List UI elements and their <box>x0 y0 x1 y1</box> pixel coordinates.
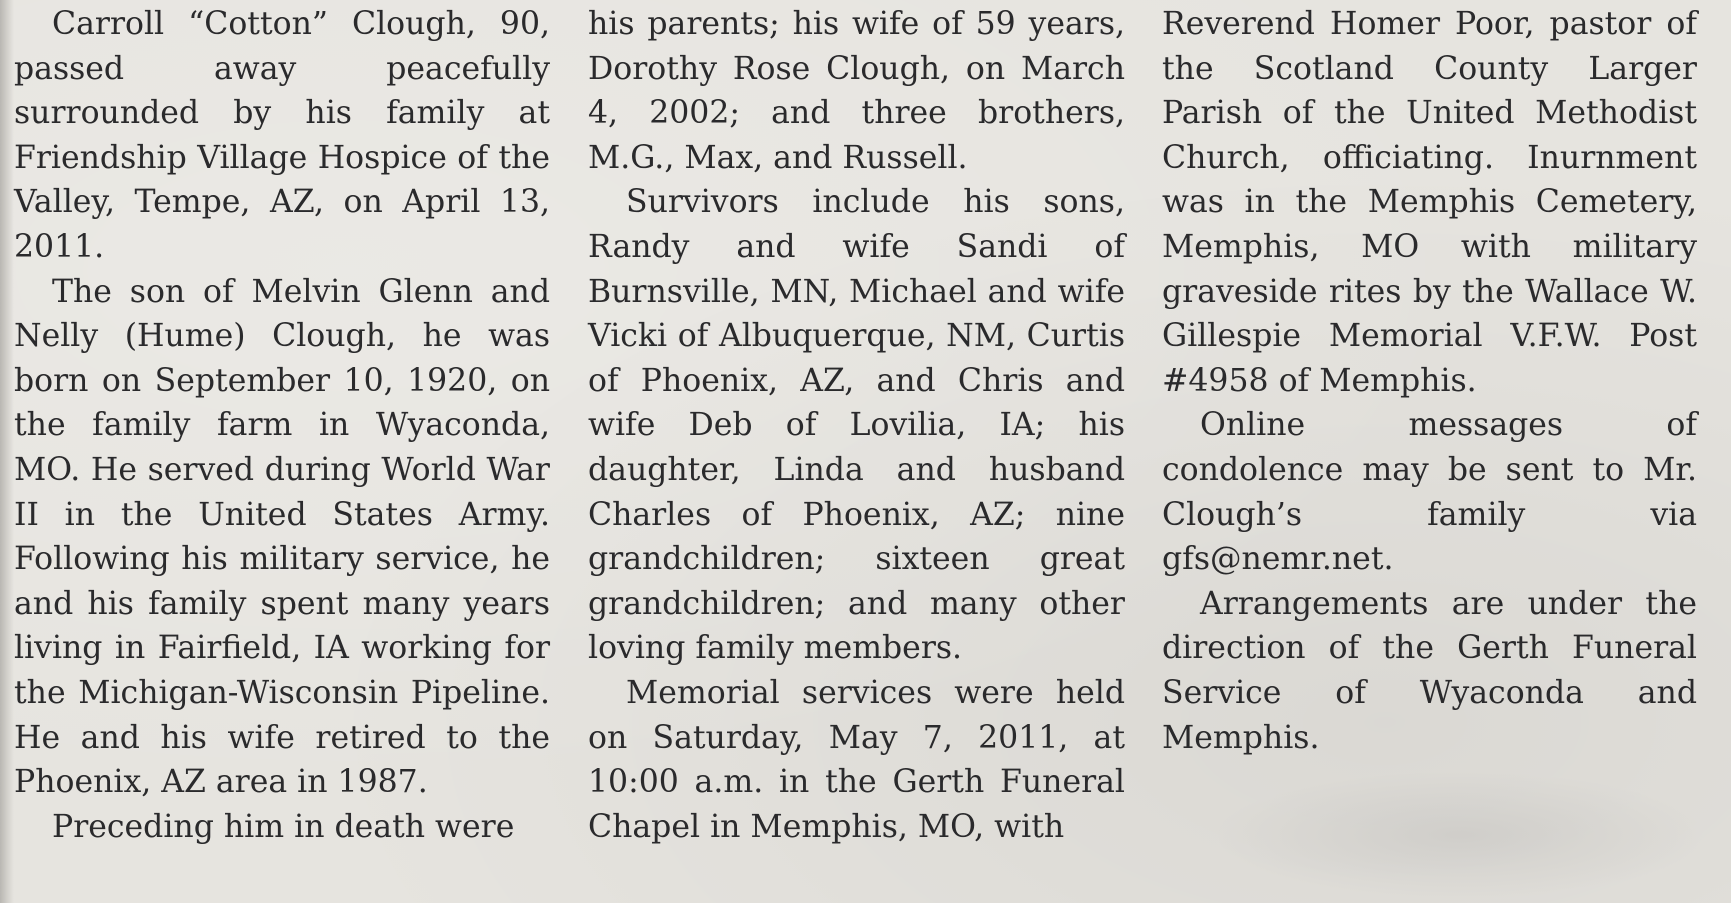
paragraph-biography: The son of Melvin Glenn and Nelly (Hume) Clough, he was born on September 10, 1920, on the family farm in Wyaconda, MO. He served during World War II in the United States Army. Following his military service, he and his family spent many years living in Fairfield, IA working for the Michigan-Wisconsin Pipeline. He and his wife retired to the Phoenix, AZ area in 1987. <box>14 273 550 801</box>
paragraph-preceded-start: Preceding him in death were <box>52 808 515 845</box>
paragraph-online-condolences: Online messages of condolence may be sent to Mr. Clough’s family via gfs@nemr.net. <box>1162 407 1697 578</box>
page-fold-shadow <box>0 0 14 903</box>
bleed-through-smudge <box>1210 770 1710 900</box>
paragraph-preceded-continued: his parents; his wife of 59 years, Dorothy Rose Clough, on March 4, 2002; and three brothers, M.G., Max, and Russell. <box>588 6 1125 176</box>
text-column-2 <box>588 2 1125 849</box>
paragraph-death-notice: Carroll “Cotton” Clough, 90, passed away peacefully surrounded by his family at Friendship Village Hospice of the Valley, Tempe, AZ, on April 13, 2011. <box>14 6 550 265</box>
text-column-3 <box>1162 2 1697 760</box>
paragraph-survivors: Survivors include his sons, Randy and wife Sandi of Burnsville, MN, Michael and wife Vicki of Albuquerque, NM, Curtis of Phoenix, AZ, and Chris and wife Deb of Lovilia, IA; his daughter, Linda and husband Charles of Phoenix, AZ; nine grandchildren; sixteen great grandchildren; and many other loving family members. <box>588 184 1125 667</box>
text-column-1 <box>14 2 550 849</box>
paragraph-officiating-inurnment: Reverend Homer Poor, pastor of the Scotland County Larger Parish of the United Methodist Church, officiating. Inurnment was in the Memphis Cemetery, Memphis, MO with military graveside rites by the Wallace W. Gillespie Memorial V.F.W. Post #4958 of Memphis. <box>1162 6 1697 399</box>
paragraph-arrangements: Arrangements are under the direction of the Gerth Funeral Service of Wyaconda and Memphis. <box>1162 585 1697 756</box>
paragraph-memorial-services: Memorial services were held on Saturday, May 7, 2011, at 10:00 a.m. in the Gerth Funeral Chapel in Memphis, MO, with <box>588 674 1125 845</box>
